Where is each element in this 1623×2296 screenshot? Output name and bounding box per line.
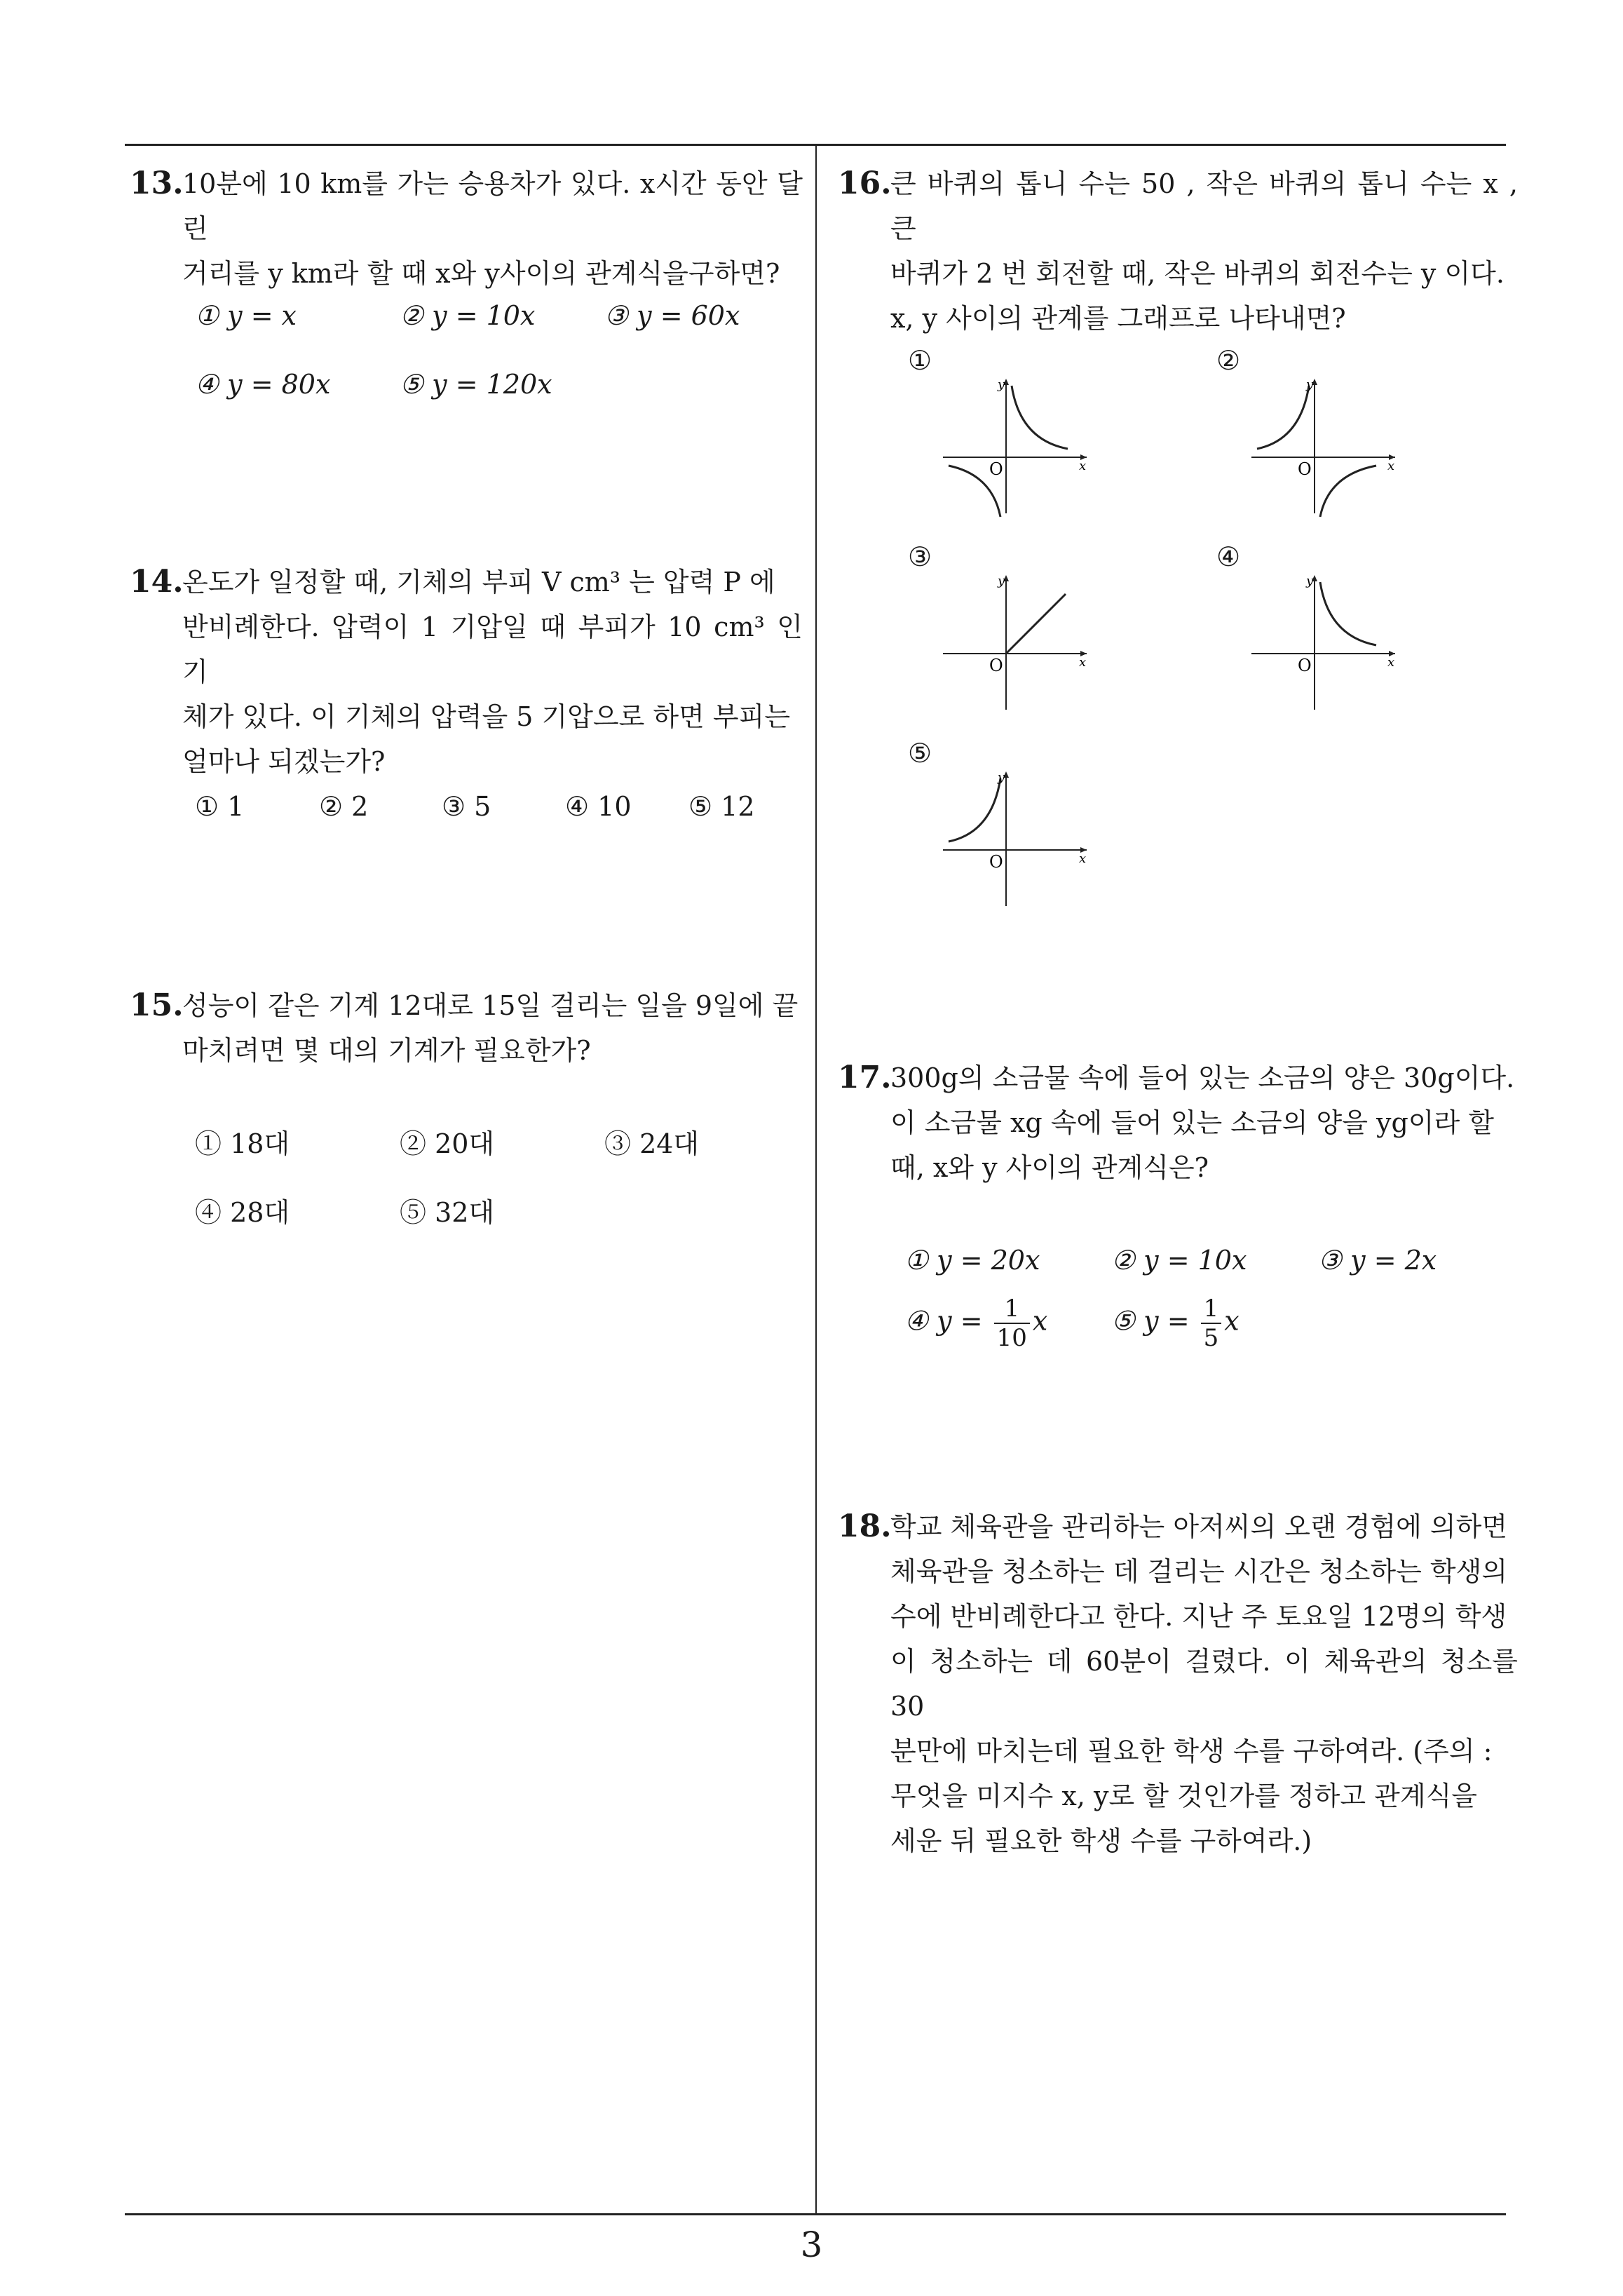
question-line: 10분에 10 km를 가는 승용차가 있다. x시간 동안 달린 (182, 168, 803, 244)
graph-line-through-origin (943, 569, 1090, 717)
graph-hyperbola-q1-q3 (943, 373, 1090, 520)
question-number: 17. (838, 1060, 892, 1095)
question-13 (130, 161, 803, 296)
question-line: 때, x와 y 사이의 관계식은? (890, 1152, 1209, 1183)
question-18 (838, 1504, 1518, 1863)
question-text (890, 1055, 1518, 1190)
svg-text:O: O (989, 852, 1003, 872)
question-line: 온도가 일정할 때, 기체의 부피 V cm³ 는 압력 P 에 (182, 567, 775, 597)
option-4[interactable]: ④ y = 80x (195, 369, 331, 400)
option-marker: ① (908, 345, 932, 376)
question-line: 반비례한다. 압력이 1 기압일 때 부피가 10 cm³ 인 기 (182, 612, 803, 687)
option-5[interactable] (1111, 1295, 1240, 1352)
svg-text:O: O (1298, 459, 1312, 479)
question-line: 큰 바퀴의 톱니 수는 50 , 작은 바퀴의 톱니 수는 x , 큰 (890, 168, 1518, 244)
fraction-numerator: 1 (1201, 1295, 1222, 1324)
option-marker: ② (1216, 345, 1241, 376)
question-text (182, 161, 803, 296)
question-number: 14. (130, 564, 184, 600)
question-number: 15. (130, 987, 184, 1023)
option-marker: ⑤ (908, 738, 932, 769)
question-line: 얼마나 되겠는가? (182, 746, 386, 777)
question-text (182, 983, 803, 1073)
question-text (890, 1504, 1518, 1863)
option-marker: ③ (908, 541, 932, 572)
question-number: 18. (838, 1508, 892, 1544)
option-4[interactable] (904, 1295, 1047, 1352)
svg-text:y: y (998, 377, 1005, 392)
question-line: 세운 뒤 필요한 학생 수를 구하여라.) (890, 1825, 1312, 1856)
option-2[interactable]: ② 2 (319, 791, 369, 822)
svg-text:x: x (1079, 851, 1087, 866)
svg-text:y: y (1306, 574, 1314, 588)
question-line: 이 소금물 xg 속에 들어 있는 소금의 양을 yg이라 할 (890, 1107, 1495, 1138)
question-line: 분만에 마치는데 필요한 학생 수를 구하여라. (주의 : (890, 1736, 1493, 1767)
option-2[interactable]: ② y = 10x (400, 300, 536, 331)
question-15 (130, 983, 803, 1073)
svg-text:y: y (998, 770, 1005, 785)
question-16 (838, 161, 1518, 341)
svg-text:O: O (989, 656, 1003, 675)
option-1[interactable]: ① 1 (195, 791, 245, 822)
option-3[interactable]: ③ y = 60x (604, 300, 740, 331)
fraction (1201, 1295, 1222, 1352)
page-number: 3 (800, 2224, 823, 2265)
option-3[interactable]: ③ 24대 (604, 1128, 700, 1159)
question-line: 이 청소하는 데 60분이 걸렸다. 이 체육관의 청소를 30 (890, 1646, 1518, 1722)
question-number: 13. (130, 166, 184, 201)
question-14 (130, 560, 803, 784)
question-line: 300g의 소금물 속에 들어 있는 소금의 양은 30g이다. (890, 1062, 1515, 1093)
graph-hyperbola-q2-q4 (1251, 373, 1399, 520)
option-1[interactable]: ① y = 20x (904, 1245, 1040, 1276)
fraction-numerator: 1 (994, 1295, 1030, 1324)
question-line: 체가 있다. 이 기체의 압력을 5 기압으로 하면 부피는 (182, 701, 791, 732)
svg-text:x: x (1387, 655, 1395, 670)
fraction-variable: x (1224, 1305, 1240, 1337)
svg-text:y: y (998, 574, 1005, 588)
option-1[interactable]: ① y = x (195, 300, 297, 331)
svg-text:x: x (1079, 655, 1087, 670)
question-line: 체육관을 청소하는 데 걸리는 시간은 청소하는 학생의 (890, 1556, 1508, 1587)
question-line: x, y 사이의 관계를 그래프로 나타내면? (890, 303, 1346, 334)
question-line: 마치려면 몇 대의 기계가 필요한가? (182, 1035, 591, 1066)
option-1[interactable]: ① 18대 (195, 1128, 290, 1159)
graph-hyperbola-q1 (1251, 569, 1399, 717)
svg-text:x: x (1079, 459, 1087, 473)
question-17 (838, 1055, 1518, 1190)
question-text (890, 161, 1518, 341)
bottom-rule (125, 2213, 1506, 2215)
svg-text:O: O (1298, 656, 1312, 675)
question-text (182, 560, 803, 784)
option-label: ④ y = (904, 1305, 983, 1337)
svg-text:y: y (1306, 377, 1314, 392)
column-divider (815, 144, 817, 2214)
question-line: 학교 체육관을 관리하는 아저씨의 오랜 경험에 의하면 (890, 1511, 1508, 1542)
option-marker: ④ (1216, 541, 1241, 572)
fraction (994, 1295, 1030, 1352)
question-line: 바퀴가 2 번 회전할 때, 작은 바퀴의 회전수는 y 이다. (890, 258, 1505, 289)
option-3[interactable]: ③ 5 (442, 791, 491, 822)
option-label: ⑤ y = (1111, 1305, 1190, 1337)
svg-text:O: O (989, 459, 1003, 479)
option-5[interactable]: ⑤ y = 120x (400, 369, 552, 400)
option-4[interactable]: ④ 28대 (195, 1197, 290, 1228)
question-line: 무엇을 미지수 x, y로 할 것인가를 정하고 관계식을 (890, 1781, 1477, 1811)
option-4[interactable]: ④ 10 (565, 791, 632, 822)
fraction-denominator: 5 (1203, 1324, 1219, 1352)
option-5[interactable]: ⑤ 12 (688, 791, 755, 822)
option-2[interactable]: ② 20대 (400, 1128, 495, 1159)
question-line: 수에 반비례한다고 한다. 지난 주 토요일 12명의 학생 (890, 1601, 1507, 1632)
option-5[interactable]: ⑤ 32대 (400, 1197, 495, 1228)
option-3[interactable]: ③ y = 2x (1318, 1245, 1437, 1276)
graph-curve-q2 (943, 766, 1090, 913)
question-line: 거리를 y km라 할 때 x와 y사이의 관계식을구하면? (182, 258, 780, 289)
svg-text:x: x (1387, 459, 1395, 473)
fraction-variable: x (1032, 1305, 1048, 1337)
question-number: 16. (838, 166, 892, 201)
question-line: 성능이 같은 기계 12대로 15일 걸리는 일을 9일에 끝 (182, 990, 799, 1021)
fraction-denominator: 10 (996, 1324, 1027, 1352)
option-2[interactable]: ② y = 10x (1111, 1245, 1247, 1276)
